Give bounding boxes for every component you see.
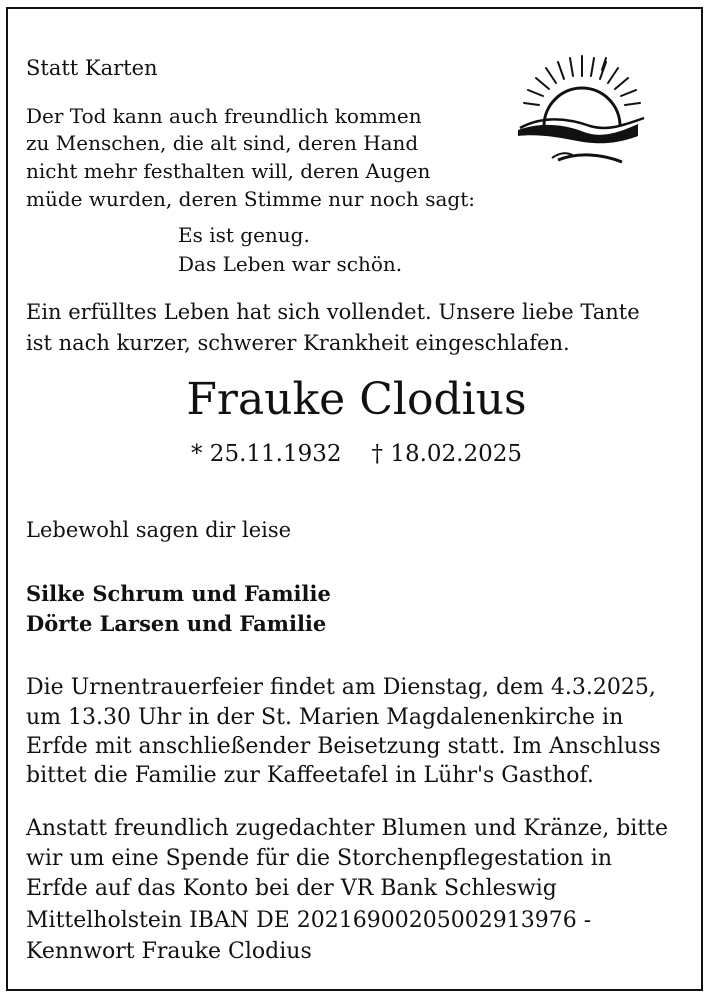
death-date: † 18.02.2025 bbox=[371, 441, 522, 467]
mourner-line: Dörte Larsen und Familie bbox=[26, 611, 327, 636]
poem-line: müde wurden, deren Stimme nur noch sagt: bbox=[26, 187, 475, 211]
ceremony-line: bittet die Familie zur Kaffeetafel in Lühr's Gasthof. bbox=[26, 763, 594, 788]
donation-line: wir um eine Spende für die Storchenpflegestation in bbox=[26, 846, 612, 871]
poem-line: nicht mehr festhalten will, deren Augen bbox=[26, 159, 431, 183]
mourner-line: Silke Schrum und Familie bbox=[26, 581, 331, 606]
poem-line: Es ist genug. bbox=[178, 223, 310, 247]
donation-line: Kennwort Frauke Clodius bbox=[26, 939, 312, 964]
birth-date: * 25.11.1932 bbox=[191, 441, 342, 467]
ceremony-line: Die Urnentrauerfeier findet am Dienstag, dem 4.3.2025, bbox=[26, 675, 656, 700]
donation-line: Erfde auf das Konto bei der VR Bank Schleswig bbox=[26, 876, 557, 901]
poem-line: Das Leben war schön. bbox=[178, 252, 403, 276]
ceremony-line: Erfde mit anschließender Beisetzung statt. Im Anschluss bbox=[26, 734, 661, 759]
donation-line: Anstatt freundlich zugedachter Blumen und Kränze, bitte bbox=[26, 816, 669, 841]
intro-line: ist nach kurzer, schwerer Krankheit eingeschlafen. bbox=[26, 331, 570, 355]
poem-line: zu Menschen, die alt sind, deren Hand bbox=[26, 131, 419, 155]
sunset-hills-icon bbox=[512, 48, 652, 168]
donation-line: Mittelholstein IBAN DE 20216900205002913976 - bbox=[26, 908, 592, 933]
ceremony-line: um 13.30 Uhr in der St. Marien Magdalenenkirche in bbox=[26, 705, 624, 730]
farewell-line: Lebewohl sagen dir leise bbox=[26, 518, 292, 542]
intro-line: Ein erfülltes Leben hat sich vollendet. Unsere liebe Tante bbox=[26, 300, 640, 324]
deceased-name: Frauke Clodius bbox=[186, 374, 527, 425]
poem-line: Der Tod kann auch freundlich kommen bbox=[26, 104, 422, 128]
life-dates bbox=[0, 443, 713, 466]
heading: Statt Karten bbox=[26, 56, 158, 80]
